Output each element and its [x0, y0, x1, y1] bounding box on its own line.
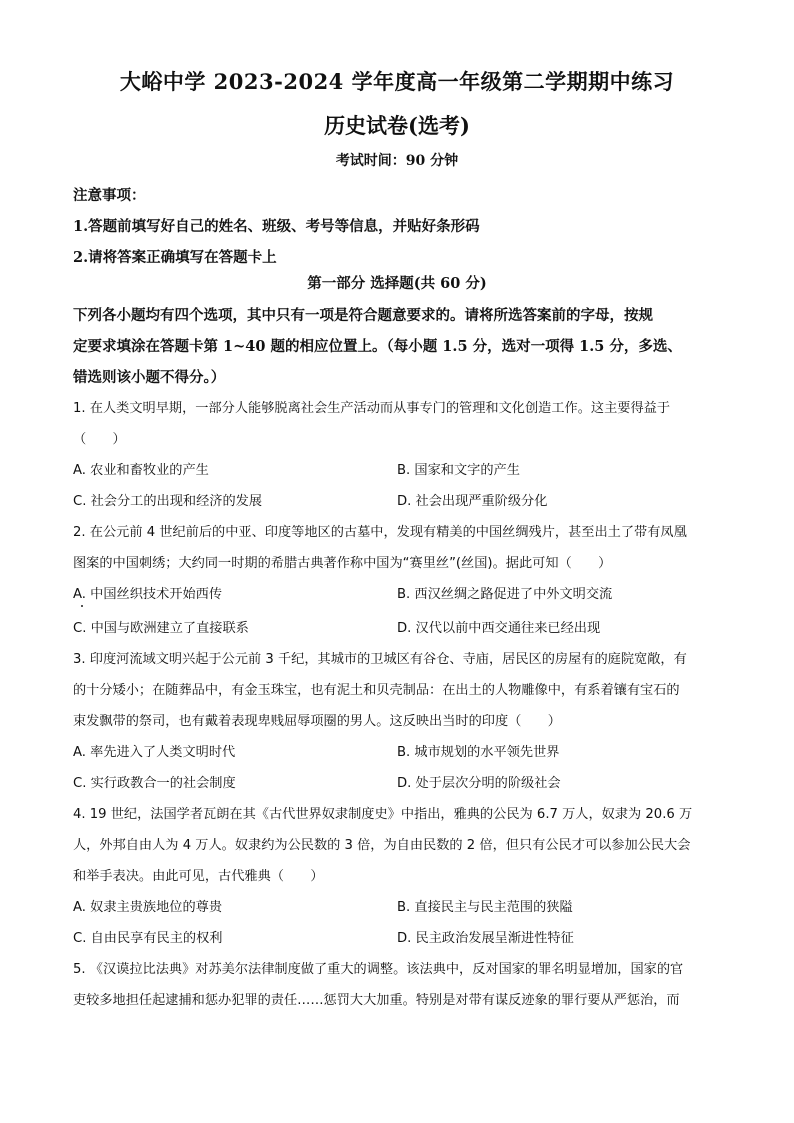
option-a: A. 奴隶主贵族地位的尊贵 [73, 900, 223, 915]
scan-dot [81, 605, 83, 607]
note-item: 2.请将答案正确填写在答题卡上 [73, 249, 277, 266]
exam-title: 大峪中学 2023-2024 学年度高一年级第二学期期中练习 [119, 69, 675, 94]
questions-area [73, 393, 733, 1016]
option-c: C. 社会分工的出现和经济的发展 [73, 494, 263, 509]
notes-section [73, 180, 733, 273]
question-4 [73, 799, 733, 954]
option-row [73, 923, 733, 954]
notes-heading: 注意事项： [73, 187, 146, 204]
instruction-line: 错选则该小题不得分。） [73, 369, 226, 386]
option-b: B. 直接民主与民主范围的狭隘 [397, 900, 573, 915]
option-c: C. 中国与欧洲建立了直接联系 [73, 621, 249, 636]
exam-subtitle: 历史试卷(选考) [324, 113, 470, 138]
question-3 [73, 644, 733, 799]
question-stem-line: （ ） [73, 432, 126, 447]
question-stem-line: 束发飘带的祭司，也有戴着表现卑贱屈辱项圈的男人。这反映出当时的印度（ ） [73, 714, 561, 729]
option-row [73, 613, 733, 644]
question-stem-line: 和举手表决。由此可见，古代雅典（ ） [73, 869, 324, 884]
part-one-title: 第一部分 选择题(共 60 分) [307, 275, 487, 292]
question-stem-line: 4. 19 世纪，法国学者瓦朗在其《古代世界奴隶制度史》中指出，雅典的公民为 6.7 万人，奴隶为 20.6 万 [73, 807, 693, 822]
question-stem-line: 1. 在人类文明早期，一部分人能够脱离社会生产活动而从事专门的管理和文化创造工作。这主要得益于 [73, 401, 671, 416]
exam-time: 考试时间：90 分钟 [335, 153, 459, 169]
option-c: C. 自由民享有民主的权利 [73, 931, 223, 946]
option-b: B. 国家和文字的产生 [397, 463, 520, 478]
option-d: D. 社会出现严重阶级分化 [397, 494, 548, 509]
part-one-instructions [73, 300, 738, 393]
question-1 [73, 393, 733, 517]
option-d: D. 汉代以前中西交通往来已经出现 [397, 621, 601, 636]
question-stem-line: 5. 《汉谟拉比法典》对苏美尔法律制度做了重大的调整。该法典中，反对国家的罪名明显增加，国家的官 [73, 962, 684, 977]
option-row [73, 768, 733, 799]
option-d: D. 处于层次分明的阶级社会 [397, 776, 561, 791]
question-stem-line: 的十分矮小；在随葬品中，有金玉珠宝，也有泥土和贝壳制品：在出土的人物雕像中，有系着镶有宝石的 [73, 683, 680, 698]
option-row [73, 737, 733, 768]
question-stem-line: 3. 印度河流域文明兴起于公元前 3 千纪，其城市的卫城区有谷仓、寺庙，居民区的房屋有的庭院宽敞，有 [73, 652, 687, 667]
question-stem-line: 人，外邦自由人为 4 万人。奴隶约为公民数的 3 倍，为自由民数的 2 倍，但只有公民才可以参加公民大会 [73, 838, 691, 853]
question-2 [73, 517, 733, 644]
option-a: A. 率先进入了人类文明时代 [73, 745, 236, 760]
option-row [73, 486, 733, 517]
option-b: B. 城市规划的水平领先世界 [397, 745, 560, 760]
option-d: D. 民主政治发展呈渐进性特征 [397, 931, 574, 946]
question-5 [73, 954, 733, 1016]
option-row [73, 892, 733, 923]
option-a: A. 中国丝织技术开始西传 [73, 587, 223, 602]
option-row [73, 455, 733, 486]
instruction-line: 定要求填涂在答题卡第 1~40 题的相应位置上。（每小题 1.5 分，选对一项得 1.5 分，多选、 [73, 338, 682, 355]
question-stem-line: 吏较多地担任起逮捕和惩办犯罪的责任……惩罚大大加重。特别是对带有谋反迹象的罪行要从严惩治，而 [73, 993, 680, 1008]
note-item: 1.答题前填写好自己的姓名、班级、考号等信息，并贴好条形码 [73, 218, 480, 235]
option-b: B. 西汉丝绸之路促进了中外文明交流 [397, 587, 613, 602]
instruction-line: 下列各小题均有四个选项，其中只有一项是符合题意要求的。请将所选答案前的字母，按规 [73, 307, 653, 324]
option-row [73, 579, 733, 613]
question-stem-line: 图案的中国刺绣；大约同一时期的希腊古典著作称中国为“赛里丝”(丝国)。据此可知（ ） [73, 556, 612, 571]
question-stem-line: 2. 在公元前 4 世纪前后的中亚、印度等地区的古墓中，发现有精美的中国丝绸残片，甚至出土了带有凤凰 [73, 525, 687, 540]
option-a: A. 农业和畜牧业的产生 [73, 463, 209, 478]
option-c: C. 实行政教合一的社会制度 [73, 776, 236, 791]
